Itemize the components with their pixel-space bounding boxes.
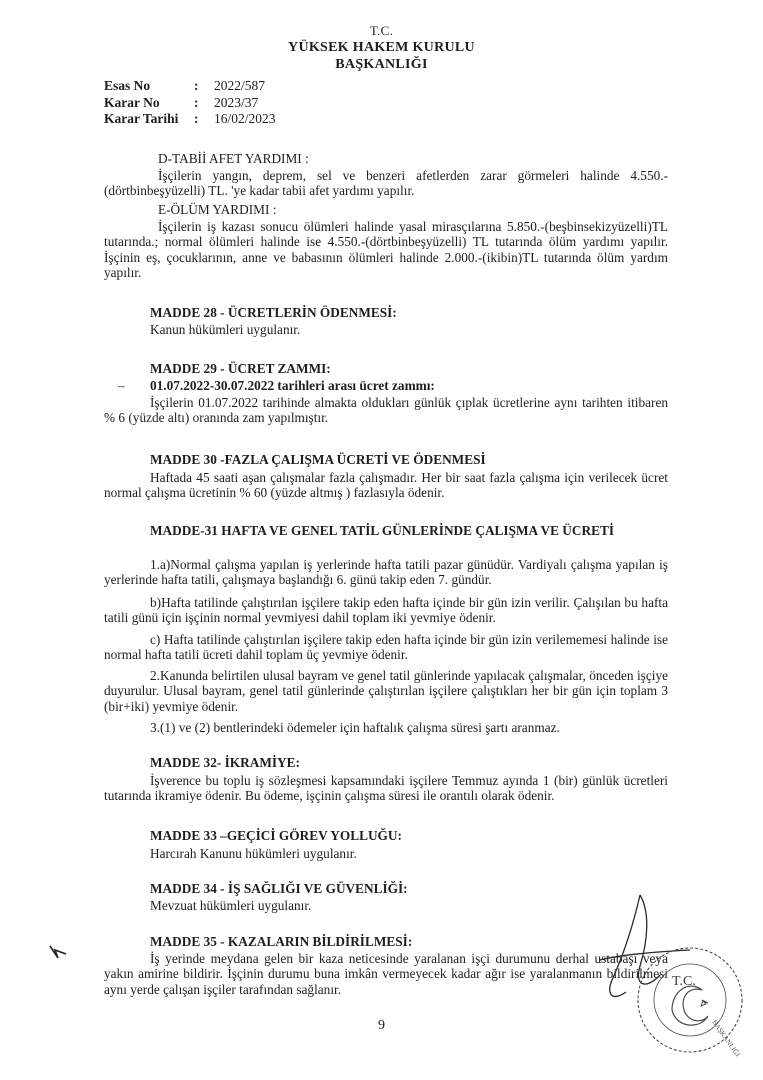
meta-value: 16/02/2023 xyxy=(214,111,276,126)
madde-29-subtitle: 01.07.2022-30.07.2022 tarihleri arası ücret zammı: xyxy=(150,378,435,393)
madde-29-dash: – xyxy=(118,378,125,393)
madde-35-title: MADDE 35 - KAZALARIN BİLDİRİLMESİ: xyxy=(150,934,413,949)
madde-30-text: Haftada 45 saati aşan çalışmalar fazla çalışmadır. Her bir saat fazla çalışma için verilecek ücret normal çalışma ücretinin % 60 (yüzde altmış ) fazlasıyla ödenir. xyxy=(104,470,668,501)
section-d-text: İşçilerin yangın, deprem, sel ve benzeri afetlerden zarar görmeleri halinde 4.550.-(dörtbinbeşyüzelli) TL. 'ye kadar tabii afet yardımı yapılır. xyxy=(104,168,668,199)
meta-value: 2022/587 xyxy=(214,78,266,93)
madde-31-item-1a: 1.a)Normal çalışma yapılan iş yerlerinde hafta tatili pazar günüdür. Vardiyalı çalışma yapılan iş yerlerinde hafta tatili, çalışmaya başlandığı 6. günü takip eden 7. gündür. xyxy=(104,557,668,588)
header-department: BAŞKANLIĞI xyxy=(335,57,428,72)
madde-30-title: MADDE 30 -FAZLA ÇALIŞMA ÜCRETİ VE ÖDENMESİ xyxy=(150,452,486,467)
madde-31-item-2: 2.Kanunda belirtilen ulusal bayram ve genel tatil günlerinde yapılacak çalışmalar, önceden işçiye duyurulur. Ulusal bayram, genel tatil günlerinde çalıştırılan işçilere çalıştıkları her bir gün için toplam 3 (bir+iki) yevmiye ödenir. xyxy=(104,668,668,714)
madde-31-item-3: 3.(1) ve (2) bentlerindeki ödemeler için haftalık çalışma süresi şartı aranmaz. xyxy=(150,720,560,735)
madde-28-title: MADDE 28 - ÜCRETLERİN ÖDENMESİ: xyxy=(150,305,397,320)
margin-mark-icon xyxy=(50,946,66,958)
madde-34-text: Mevzuat hükümleri uygulanır. xyxy=(150,898,312,913)
stamp-text: T.C. xyxy=(672,974,696,989)
madde-32-title: MADDE 32- İKRAMİYE: xyxy=(150,755,300,770)
header-institution: YÜKSEK HAKEM KURULU xyxy=(288,40,475,55)
stamp-ring-text: BAŞKANLIĞI xyxy=(710,1018,742,1059)
meta-row-esas: Esas No : 2022/587 xyxy=(104,78,266,93)
meta-label: Esas No xyxy=(104,78,151,93)
header-tc: T.C. xyxy=(369,23,394,38)
madde-31-item-b: b)Hafta tatilinde çalıştırılan işçilere takip eden hafta içinde bir gün izin verilir. Çalışılan bu hafta tatili günü için işçinin normal yevmiyesi dahil toplam iki yevmiye ödenir. xyxy=(104,595,668,626)
meta-value: 2023/37 xyxy=(214,94,259,110)
madde-31-title: MADDE-31 HAFTA VE GENEL TATİL GÜNLERİNDE ÇALIŞMA VE ÜCRETİ xyxy=(150,523,614,538)
madde-34-title: MADDE 34 - İŞ SAĞLIĞI VE GÜVENLİĞİ: xyxy=(150,881,408,896)
madde-32-text: İşverence bu toplu iş sözleşmesi kapsamındaki işçilere Temmuz ayında 1 (bir) günlük ücretleri tutarında ikramiye ödenir. Bu ödeme, işçinin çalışma süresi ile orantılı olarak ödenir. xyxy=(104,773,668,804)
section-d-title: D-TABİİ AFET YARDIMI : xyxy=(158,151,309,166)
madde-28-text: Kanun hükümleri uygulanır. xyxy=(150,322,301,337)
madde-33-title: MADDE 33 –GEÇİCİ GÖREV YOLLUĞU: xyxy=(150,828,402,843)
meta-row-karar-tarihi: Karar Tarihi : 16/02/2023 xyxy=(104,111,276,126)
meta-label: Karar No xyxy=(104,94,160,110)
meta-row-karar: Karar No : 2023/37 xyxy=(104,94,259,110)
section-e-title: E-ÖLÜM YARDIMI : xyxy=(158,202,277,217)
page-number: 9 xyxy=(378,1018,385,1033)
madde-29-title: MADDE 29 - ÜCRET ZAMMI: xyxy=(150,361,331,376)
section-e-text: İşçilerin iş kazası sonucu ölümleri halinde yasal mirasçılarına 5.850.-(beşbinsekizyüzelli)TL tutarında.; normal ölümleri halinde ise 4.550.-(dörtbinbeşyüzelli) TL tutarında ölüm yardımı yapılır. İşçinin eş, çocuklarının, anne ve babasının ölümleri halinde 2.000.-(ikibin)TL tutarında ölüm yardım yapılır. xyxy=(104,219,668,280)
madde-31-item-c: c) Hafta tatilinde çalıştırılan işçilere takip eden hafta içinde bir gün izin verilememesi halinde ise normal hafta tatili ücreti dahil toplam üç yevmiye ödenir. xyxy=(104,632,668,663)
madde-33-text: Harcırah Kanunu hükümleri uygulanır. xyxy=(150,846,357,861)
madde-29-text: İşçilerin 01.07.2022 tarihinde almakta oldukları günlük çıplak ücretlerine aynı tarihten itibaren % 6 (yüzde altı) oranında zam yapılmıştır. xyxy=(104,395,668,426)
meta-label: Karar Tarihi xyxy=(104,111,179,126)
madde-35-text: İş yerinde meydana gelen bir kaza neticesinde yaralanan işçi durumunu derhal ustabaşı veya yakın amirine bildirir. İşçinin durumu buna imkân vermeyecek kadar ağır ise yaralanmanın bildirilmesi aynı yerde çalışan işçiler tarafından sağlanır. xyxy=(104,951,668,997)
